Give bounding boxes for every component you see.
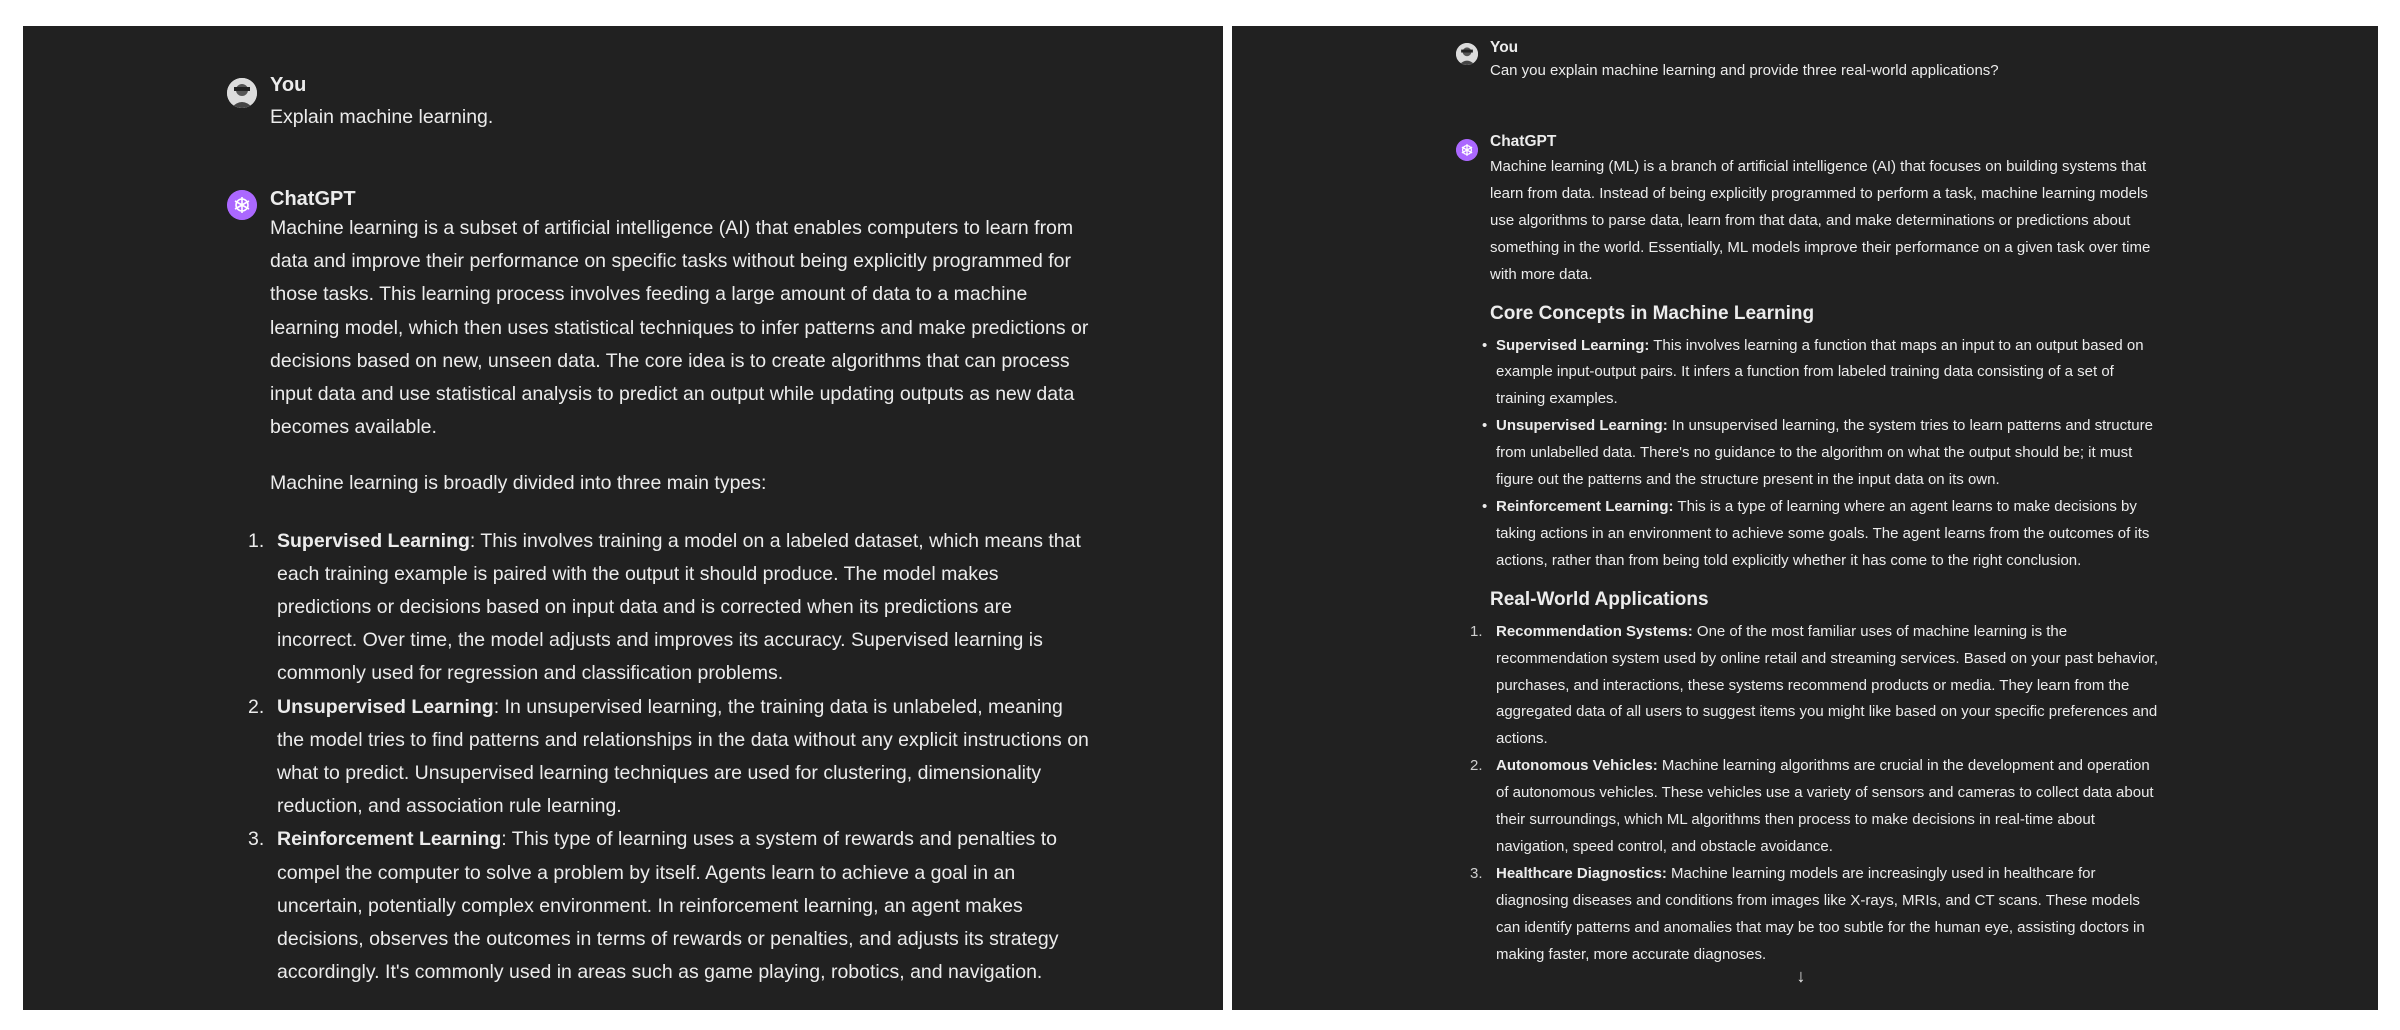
list-item-text: In unsupervised learning, the system tries to learn patterns and structure from unlabelled data. There's no guidance to the algorithm on what the output should be; it must figure out the patterns and the structure present in the input data on its own.: [1496, 417, 2153, 489]
list-item-term: Reinforcement Learning: [277, 828, 502, 851]
bullet-icon: •: [1482, 336, 1488, 354]
list-item-term: Recommendation Systems:: [1496, 622, 1693, 640]
list-item: [1470, 753, 2160, 861]
applications-list: [1470, 619, 2160, 969]
bullet-icon: •: [1482, 497, 1488, 515]
list-item: [248, 823, 1090, 989]
arrow-down-icon[interactable]: ↓: [1796, 966, 1806, 986]
list-number: 2.: [248, 695, 265, 718]
assistant-author-name: ChatGPT: [270, 188, 356, 210]
right-chat-panel: [1232, 26, 2378, 1010]
user-message-text: Explain machine learning.: [270, 106, 494, 128]
section-heading: Core Concepts in Machine Learning: [1490, 302, 1815, 324]
bullet-icon: •: [1482, 417, 1488, 435]
list-item: [1482, 494, 2160, 575]
list-item-text: One of the most familiar uses of machine learning is the recommendation system used by online retail and streaming services. Based on your past behavior, purchases, and interactions, these systems recommend products or media. They learn from the aggregated data of all users to suggest items you might like based on your specific preferences and actions.: [1496, 622, 2159, 748]
list-number: 1.: [1470, 622, 1483, 640]
list-item-text: : This involves training a model on a labeled dataset, which means that each training example is paired with the output it should produce. The model makes predictions or decisions based on input data and is corrected when its predictions are incorrect. Over time, the model adjusts and improves its accuracy. Supervised learning is commonly used for regression and classification problems.: [277, 529, 1081, 685]
list-number: 3.: [1470, 864, 1483, 882]
list-number: 1.: [248, 529, 265, 552]
list-item: [1470, 619, 2160, 754]
list-number: 3.: [248, 828, 265, 851]
list-item-term: Unsupervised Learning:: [1496, 417, 1668, 435]
user-message-text: Can you explain machine learning and provide three real-world applications?: [1490, 62, 1999, 79]
list-item: [248, 691, 1090, 824]
list-item: [1482, 333, 2160, 414]
list-item-term: Unsupervised Learning: [277, 695, 494, 718]
assistant-author-name: ChatGPT: [1490, 133, 1557, 150]
concepts-list: [1482, 333, 2160, 575]
list-item-term: Autonomous Vehicles:: [1496, 757, 1658, 775]
learning-types-list: [248, 525, 1090, 990]
list-item-term: Supervised Learning:: [1496, 336, 1650, 354]
assistant-paragraph: Machine learning is a subset of artificial intelligence (AI) that enables computers to learn from data and improve their performance on specific tasks without being explicitly programmed for those tasks. This learning process involves feeding a large amount of data to a machine learning model, which then uses statistical techniques to infer patterns and make predictions or decisions based on new, unseen data. The core idea is to create algorithms that can process input data and use statistical analysis to predict an output while updating outputs as new data becomes available.: [270, 217, 1089, 439]
list-item: [1470, 861, 2160, 969]
list-item-text: : This type of learning uses a system of rewards and penalties to compel the computer to solve a problem by itself. Agents learn to achieve a goal in an uncertain, potentially complex environment. In reinforcement learning, an agent makes decisions, observes the outcomes in terms of rewards or penalties, and adjusts its strategy accordingly. It's commonly used in areas such as game playing, robotics, and navigation.: [277, 828, 1059, 984]
user-avatar-icon: [227, 78, 257, 108]
assistant-message-body: [1470, 154, 2160, 968]
user-author-name: You: [1490, 39, 1519, 56]
user-author-name: You: [270, 74, 307, 96]
list-item-term: Healthcare Diagnostics:: [1496, 864, 1667, 882]
chatgpt-logo-icon: [227, 190, 257, 220]
user-avatar-icon: [1456, 43, 1478, 65]
list-item-term: Supervised Learning: [277, 529, 470, 552]
list-item: [1482, 413, 2160, 494]
list-item-text: This is a type of learning where an agent learns to make decisions by taking actions in an environment to achieve some goals. The agent learns from the outcomes of its actions, rather than from being told explicitly whether it has come to the right conclusion.: [1496, 497, 2150, 569]
assistant-paragraph: Machine learning is broadly divided into three main types:: [270, 472, 767, 495]
list-item-text: Machine learning algorithms are crucial in the development and operation of autonomous vehicles. These vehicles use a variety of sensors and cameras to collect data about their surroundings, which ML algorithms then process to make decisions in real-time about navigation, speed control, and obstacle avoidance.: [1496, 757, 2154, 855]
list-number: 2.: [1470, 757, 1483, 775]
left-chat-panel: [23, 26, 1223, 1010]
list-item-text: This involves learning a function that maps an input to an output based on example input-output pairs. It infers a function from labeled training data consisting of a set of training examples.: [1496, 336, 2144, 408]
list-item-text: Machine learning models are increasingly used in healthcare for diagnosing diseases and conditions from images like X-rays, MRIs, and CT scans. These models can identify patterns and anomalies that may be too subtle for the human eye, assisting doctors in making faster, more accurate diagnoses.: [1496, 864, 2145, 963]
assistant-message-body: [248, 212, 1090, 989]
list-item-term: Reinforcement Learning:: [1496, 497, 1674, 515]
section-heading: Real-World Applications: [1490, 588, 1709, 610]
list-item-text: : In unsupervised learning, the training data is unlabeled, meaning the model tries to find patterns and relationships in the data without any explicit instructions on what to predict. Unsupervised learning techniques are used for clustering, dimensionality reduction, and association rule learning.: [277, 695, 1089, 818]
chatgpt-logo-icon: [1456, 139, 1478, 161]
list-item: [248, 525, 1090, 691]
assistant-paragraph: Machine learning (ML) is a branch of artificial intelligence (AI) that focuses on building systems that learn from data. Instead of being explicitly programmed to perform a task, machine learning models use algorithms to parse data, learn from that data, and make determinations or predictions about something in the world. Essentially, ML models improve their performance on a given task over time with more data.: [1490, 158, 2151, 283]
